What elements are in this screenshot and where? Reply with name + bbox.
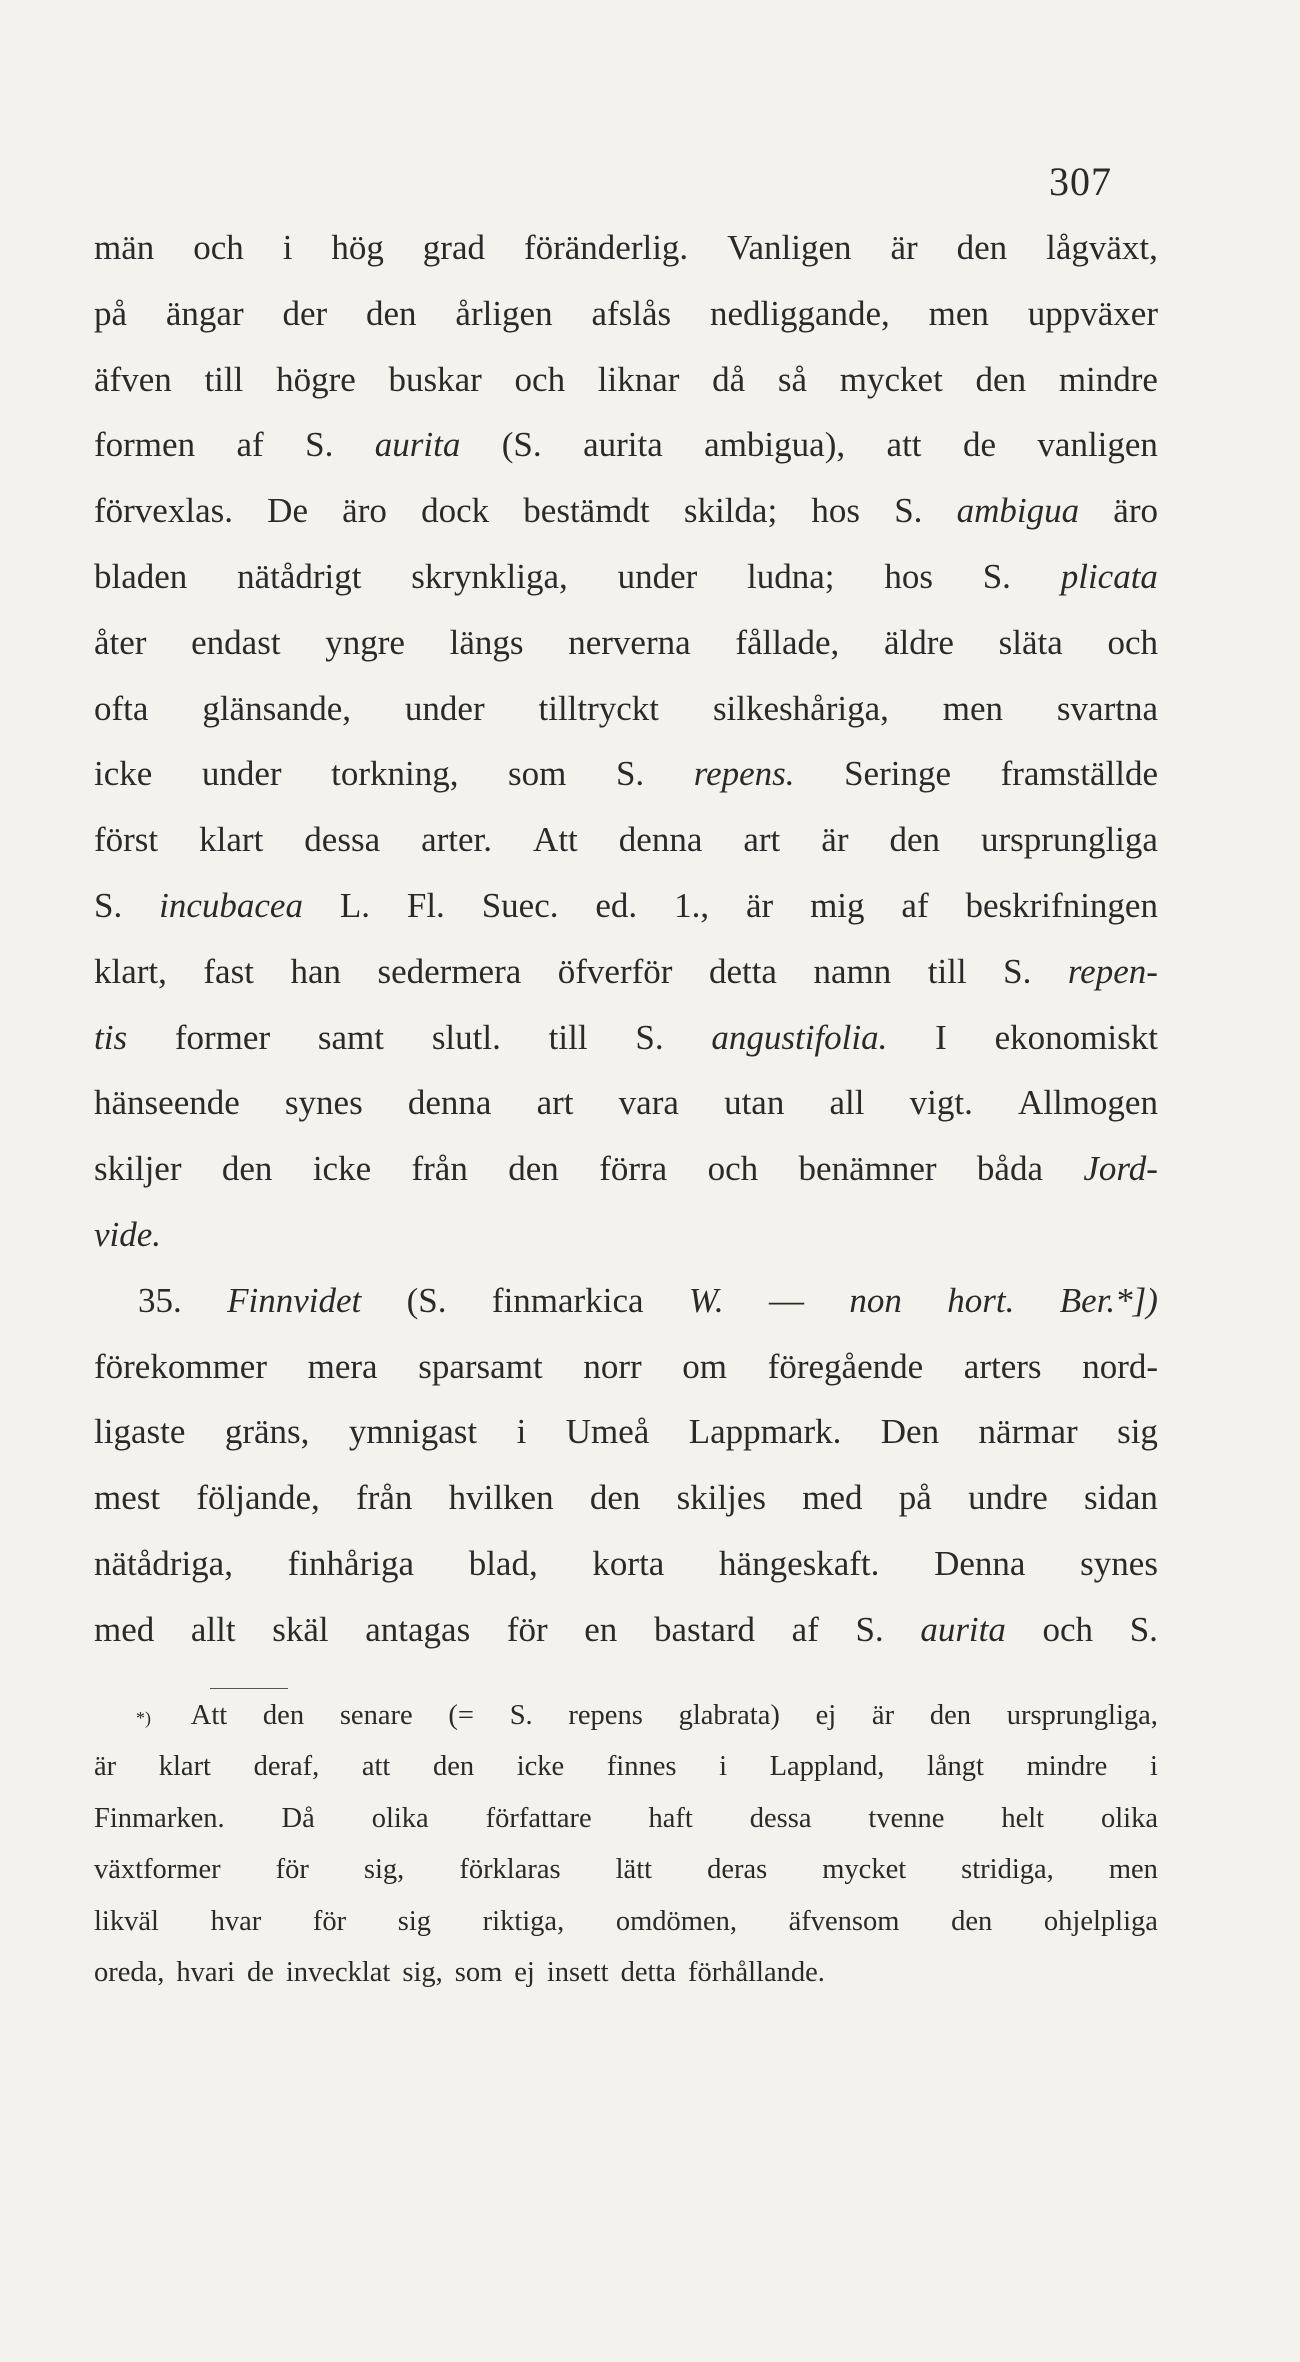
word: haft [648,1802,693,1834]
word: ej [514,1956,535,1988]
word: Finmarken. [94,1802,225,1834]
word: om [682,1346,728,1386]
word: hvilken [448,1478,554,1518]
word: hos [811,491,860,531]
word: olika [1100,1802,1158,1834]
word: deras [707,1854,768,1886]
word: L. [339,885,370,925]
word: dessa [749,1802,812,1834]
word: S. [1129,1609,1158,1649]
word: utan [724,1083,785,1123]
text-line [94,557,1158,623]
word: S. [855,1609,884,1649]
word: ofta [94,688,149,728]
word: sig, [363,1854,405,1886]
word: klart [199,820,264,860]
word: under [404,688,485,728]
text-line [94,1347,1158,1413]
word: den [956,228,1008,267]
text-line [94,1215,1158,1281]
text-line [94,1610,1158,1676]
word: att [361,1751,391,1783]
word: sig [397,1905,432,1937]
word: bastard [653,1609,756,1649]
word: Lappmark. [688,1412,842,1452]
word: denna [407,1083,492,1123]
body-text [94,228,1158,1676]
text-line [94,1412,1158,1478]
word: benämner [798,1149,937,1189]
word: former [174,1017,271,1057]
text-line [94,689,1158,755]
word: hort. [947,1280,1015,1320]
text-line [94,623,1158,689]
word: norr [583,1346,642,1386]
word: lågväxt, [1046,228,1158,267]
word: de [962,425,996,465]
word: och [193,228,244,267]
word: på [94,293,128,333]
word: så [777,359,808,399]
word: Att [190,1700,228,1731]
text-line [94,491,1158,557]
word: Fl. [406,885,445,925]
word: ursprungliga, [1006,1700,1158,1731]
word: oreda, [94,1956,165,1988]
word: är [890,228,918,267]
word: ambigua [956,491,1080,531]
text-line [94,820,1158,886]
word: äro [1113,491,1158,531]
word: mest [94,1478,161,1518]
word: mindre [1026,1751,1108,1783]
word: S. [305,425,334,465]
word: icke [94,754,153,794]
word: förvexlas. [94,491,233,531]
word: liknar [597,359,680,399]
word: yngre [325,622,405,662]
word: Suec. [481,885,559,925]
word: först [94,820,159,860]
word: vigt. [909,1083,973,1123]
word: ohjelpliga [1043,1905,1158,1937]
word: Seringe [844,754,951,794]
word: gräns, [224,1412,310,1452]
word: buskar [388,359,482,399]
footnote-line [94,1803,1158,1854]
word: Då [281,1802,315,1834]
word: aurita [374,425,461,465]
word: mycket [822,1854,907,1886]
word: der [282,293,328,333]
word: aurita [920,1609,1006,1649]
word: med [94,1609,155,1649]
word: stridiga, [961,1854,1054,1886]
word: nedliggande, [709,293,890,333]
word: 1., [674,885,710,925]
word: ängar [165,293,244,333]
word: är [94,1751,117,1783]
word: dessa [304,820,381,860]
word: svartna [1056,688,1158,728]
text-line [94,294,1158,360]
word: senare [339,1700,413,1731]
word: grad [422,228,485,267]
word: äfvensom [788,1905,900,1937]
word: 35. [138,1280,182,1320]
page-number: 307 [1049,159,1112,204]
word: bestämdt [523,491,650,531]
word: glabrata) [678,1700,780,1731]
text-line [94,425,1158,491]
word: den [951,1905,993,1937]
word: släta [998,622,1063,662]
footnote-line [94,1700,1158,1751]
word: hos [884,556,933,596]
word: finnes [606,1751,677,1783]
word: han [290,951,341,991]
footnote-separator [210,1688,288,1689]
word: ekonomiskt [994,1017,1158,1057]
word: åter [94,622,147,662]
word: detta [620,1956,676,1988]
word: icke [312,1149,372,1189]
text-line [94,1544,1158,1610]
word: den [366,293,417,333]
word: finhåriga [287,1543,414,1583]
word: insett [546,1956,609,1988]
word: och [1042,1609,1094,1649]
word: att [886,425,922,465]
word: ymnigast [348,1412,478,1452]
word: till [548,1017,588,1057]
word: icke [516,1751,565,1783]
word: torkning, [331,754,459,794]
word: ej [815,1700,837,1731]
word: tvenne [868,1802,945,1834]
word: den [432,1751,475,1783]
word: sidan [1084,1478,1158,1518]
word: på [898,1478,932,1518]
word: vanligen [1037,425,1158,465]
word: i [719,1751,727,1783]
word: förhållande. [687,1956,825,1988]
text-line [94,1281,1158,1347]
footnotes [94,1700,1158,2008]
word: båda [976,1149,1043,1189]
word: längs [449,622,524,662]
word: af [791,1609,819,1649]
word: S. [635,1017,664,1057]
word: äfven [94,359,172,399]
word: S. [615,754,645,794]
word: Ber.*]) [1059,1280,1158,1320]
word: mindre [1058,359,1158,399]
text-line [94,360,1158,426]
word: ambigua), [704,425,846,465]
word: hängeskaft. [719,1543,880,1583]
word: föränderlig. [523,228,689,267]
word: glänsande, [202,688,352,728]
word: mycket [839,359,943,399]
word: äro [342,491,387,531]
word: den [929,1700,971,1731]
footnote-line [94,1957,1158,2008]
word: plicata [1060,556,1158,596]
word: S. [1003,951,1032,991]
word: S. [982,556,1011,596]
word: I [935,1017,947,1057]
word: Finnvidet [227,1280,362,1320]
word: följande, [196,1478,320,1518]
word: skiljer [94,1149,182,1189]
word: De [267,491,308,531]
word: i [1149,1751,1158,1783]
word: som [508,754,567,794]
word: Denna [934,1543,1026,1583]
word: riktiga, [482,1905,565,1937]
word: män [94,228,155,267]
word: årligen [455,293,553,333]
word: repen- [1067,951,1158,991]
word: dock [421,491,490,531]
word: ed. [595,885,638,925]
word: Lappland, [769,1751,885,1783]
word: beskrifningen [965,885,1158,925]
word: nord- [1082,1346,1158,1386]
word: är [821,820,849,860]
word: angustifolia. [711,1017,888,1057]
word: och [1107,622,1158,662]
word: författare [485,1802,592,1834]
word: klart [158,1751,211,1783]
word: vara [618,1083,679,1123]
word: nerverna [568,622,691,662]
footnote-line [94,1751,1158,1802]
word: hänseende [94,1083,240,1123]
word: förekommer [94,1346,267,1386]
word: ligaste [94,1412,186,1452]
word: af [236,425,264,465]
word: aurita [583,425,663,465]
word: den [889,820,941,860]
text-line [94,1018,1158,1084]
word: till [927,951,967,991]
word: framställde [1000,754,1158,794]
word: skilda; [683,491,778,531]
word: den [262,1700,305,1731]
word: tilltryckt [538,688,660,728]
word: mera [307,1346,378,1386]
word: förra [599,1149,668,1189]
word: likväl [94,1905,159,1937]
word: deraf, [253,1751,320,1783]
word: detta [708,951,777,991]
word: af [901,885,929,925]
word: nätådriga, [94,1543,233,1583]
word: skrynkliga, [411,556,568,596]
word: (S. [406,1280,447,1320]
word: S. [509,1700,533,1731]
word: arter. [421,820,493,860]
word: slutl. [431,1017,501,1057]
word: och [707,1149,759,1189]
word: nätådrigt [237,556,362,596]
word: art [743,820,781,860]
word: allt [190,1609,236,1649]
word: omdömen, [615,1905,737,1937]
word: synes [1080,1543,1158,1583]
word: den [589,1478,641,1518]
word: Den [880,1412,940,1452]
footnote-marker: *) [136,1708,151,1728]
word: Vanligen [727,228,852,267]
word: hög [331,228,384,267]
footnote-line [94,1854,1158,1905]
word: antagas [365,1609,471,1649]
word: fållade, [735,622,840,662]
word: denna [618,820,703,860]
word: under [201,754,282,794]
word: skäl [272,1609,329,1649]
text-line [94,1083,1158,1149]
word: den [221,1149,273,1189]
word: arters [963,1346,1042,1386]
word: namn [813,951,892,991]
text-line [94,754,1158,820]
word: silkeshåriga, [712,688,889,728]
text-line [94,1149,1158,1215]
text-line [94,1478,1158,1544]
word: — [769,1280,804,1320]
word: art [536,1083,574,1123]
word: invecklat [285,1956,391,1988]
word: (S. [501,425,542,465]
word: sig, [402,1956,443,1988]
word: men [942,688,1004,728]
word: blad, [468,1543,538,1583]
word: som [454,1956,503,1988]
word: hvari [176,1956,235,1988]
word: närmar [978,1412,1078,1452]
word: i [282,228,293,267]
word: fast [203,951,254,991]
word: de [246,1956,274,1988]
word: uppväxer [1027,293,1158,333]
word: formen [94,425,196,465]
word: bladen [94,556,188,596]
word: W. [688,1280,724,1320]
word: all [829,1083,865,1123]
word: Jord- [1083,1149,1158,1189]
word: för [275,1854,309,1886]
word: non [849,1280,902,1320]
word: repens [568,1700,643,1731]
word: (= [448,1700,474,1731]
word: sedermera [377,951,522,991]
word: Umeå [565,1412,650,1452]
text-line [94,952,1158,1018]
word: är [745,885,774,925]
word: äldre [883,622,954,662]
word: finmarkica [491,1280,644,1320]
word: men [1108,1854,1158,1886]
word: incubacea [159,885,303,925]
word: tis [94,1017,128,1057]
word: hvar [210,1905,262,1937]
word: är [871,1700,895,1731]
word: ludna; [747,556,835,596]
word: mig [810,885,865,925]
footnote-line [94,1906,1158,1957]
word: Att [533,820,578,860]
word: sparsamt [418,1346,543,1386]
word: helt [1001,1802,1045,1834]
word: och [514,359,566,399]
word: till [204,359,244,399]
word: sig [1117,1412,1158,1452]
word: samt [317,1017,385,1057]
word: vide. [94,1214,162,1254]
word: under [617,556,698,596]
word: i [516,1412,527,1452]
word: då [712,359,746,399]
word: från [411,1149,468,1189]
text-line [94,228,1158,294]
word: synes [284,1083,363,1123]
word: korta [592,1543,665,1583]
word: från [356,1478,413,1518]
word: högre [276,359,356,399]
word: Allmogen [1017,1083,1158,1123]
word: öfverför [557,951,673,991]
word: den [975,359,1027,399]
word: men [928,293,989,333]
word: förklaras [459,1854,561,1886]
word: långt [926,1751,984,1783]
word: en [584,1609,618,1649]
word: skiljes [676,1478,767,1518]
word: med [802,1478,863,1518]
text-line [94,886,1158,952]
word: endast [191,622,281,662]
word: för [312,1905,347,1937]
word: för [506,1609,548,1649]
word: afslås [591,293,672,333]
word: ursprungliga [981,820,1158,860]
word: repens. [693,754,795,794]
word: S. [94,885,123,925]
word: växtformer [94,1854,221,1886]
word: föregående [767,1346,924,1386]
word: den [508,1149,559,1189]
word: lätt [615,1854,653,1886]
word: undre [968,1478,1048,1518]
word: S. [894,491,923,531]
word: olika [371,1802,429,1834]
word: klart, [94,951,167,991]
